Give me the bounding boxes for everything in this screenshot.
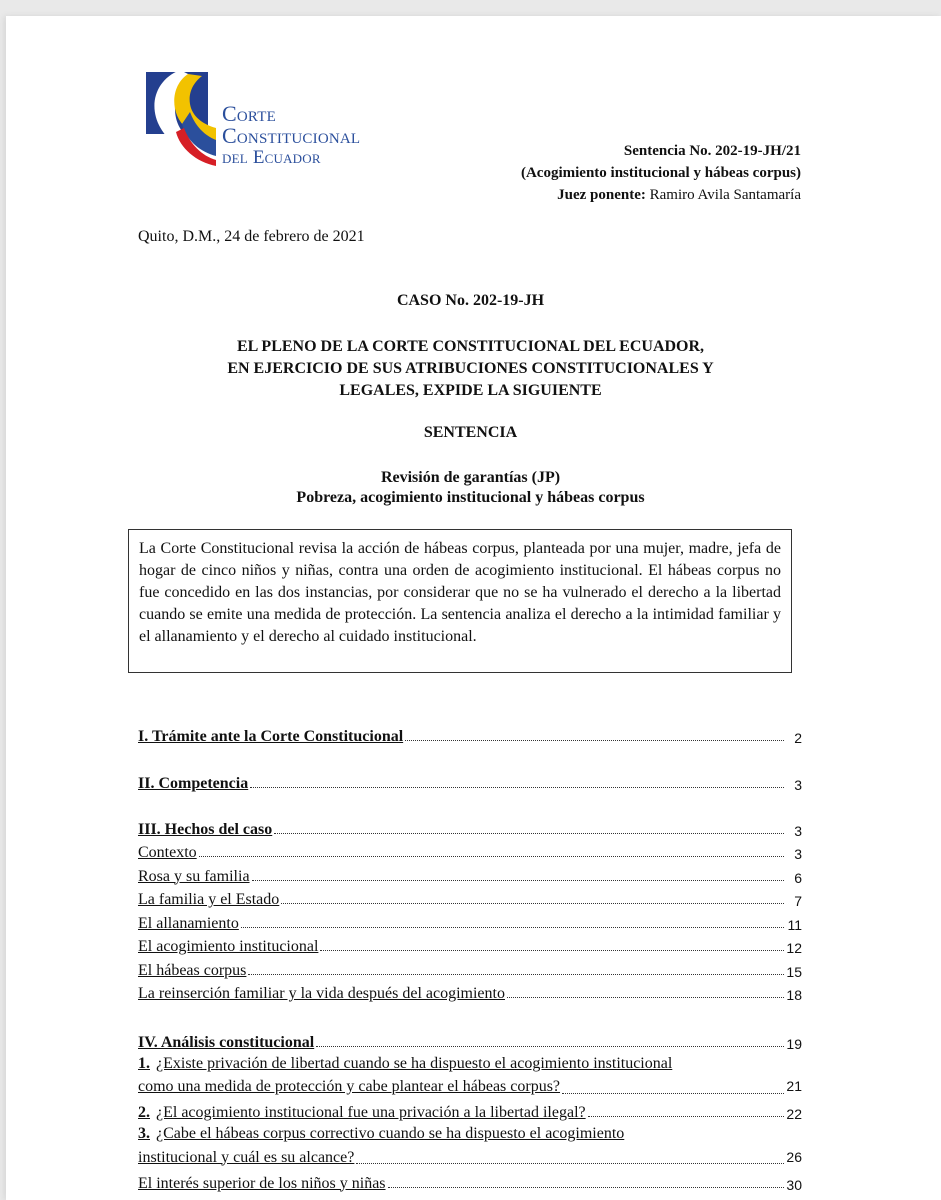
revision-line-1: Revisión de garantías (JP) (380, 469, 561, 486)
toc-label-line-1[interactable]: ¿Existe privación de libertad cuando se ha dispuesto el acogimiento institucional (156, 1054, 673, 1072)
toc-item-familia-estado[interactable] (138, 886, 802, 910)
toc-item-contexto[interactable] (138, 839, 802, 863)
toc-label[interactable]: El allanamiento (138, 914, 239, 932)
toc-item-question-1[interactable] (138, 1052, 802, 1099)
toc-item-analisis[interactable] (138, 1028, 802, 1052)
revision-line-2: Pobreza, acogimiento institucional y hábeas corpus (296, 489, 645, 506)
toc-label[interactable]: Rosa y su familia (138, 867, 250, 885)
toc-label[interactable]: IV. Análisis constitucional (138, 1033, 315, 1051)
logo-line-1: Corte (222, 101, 276, 126)
toc-leader (199, 856, 784, 857)
toc-page: 22 (786, 1106, 802, 1122)
toc-leader (252, 880, 784, 881)
revision-heading (0, 468, 941, 508)
toc-leader (281, 903, 784, 904)
toc-page: 3 (794, 822, 802, 839)
toc-leader (274, 833, 784, 834)
toc-page: 3 (794, 846, 802, 862)
toc-leader (316, 1046, 784, 1047)
pleno-heading (0, 336, 941, 402)
juez-label: Juez ponente: (557, 187, 646, 203)
toc-leader (241, 927, 784, 928)
logo-line-3: del Ecuador (222, 147, 321, 168)
toc-item-hechos[interactable] (138, 815, 802, 839)
toc-leader (250, 787, 784, 788)
sentencia-title: SENTENCIA (423, 424, 518, 441)
toc-page: 2 (794, 729, 802, 746)
toc-label[interactable]: La reinserción familiar y la vida después del acogimiento (138, 985, 505, 1002)
toc-item-question-2[interactable] (138, 1099, 802, 1123)
juez-name: Ramiro Avila Santamaría (649, 187, 801, 203)
pleno-line-1: EL PLENO DE LA CORTE CONSTITUCIONAL DEL ECUADOR, (236, 338, 705, 355)
toc-leader (248, 974, 784, 975)
logo-wordmark (222, 101, 361, 168)
pleno-line-2: EN EJERCICIO DE SUS ATRIBUCIONES CONSTITUCIONALES Y (227, 360, 714, 377)
toc-label[interactable]: III. Hechos del caso (138, 820, 273, 838)
toc-item-acogimiento[interactable] (138, 933, 802, 957)
toc-section-2[interactable] (138, 769, 802, 793)
toc-page: 30 (786, 1176, 802, 1193)
pleno-line-3: LEGALES, EXPIDE LA SIGUIENTE (339, 382, 602, 399)
toc-number: 2. (138, 1104, 150, 1121)
toc-page: 26 (786, 1148, 802, 1165)
toc-leader (562, 1093, 784, 1094)
toc-label-line-2[interactable]: institucional y cuál es su alcance? (138, 1148, 355, 1166)
toc-number: 3. (138, 1125, 150, 1142)
toc-page: 3 (794, 776, 802, 793)
toc-label[interactable]: El interés superior de los niños y niñas (138, 1174, 386, 1192)
toc-section-4 (138, 1028, 802, 1193)
toc-label[interactable]: Contexto (138, 844, 197, 861)
toc-label[interactable]: II. Competencia (138, 774, 249, 792)
toc-page: 11 (787, 916, 802, 933)
toc-page: 7 (794, 893, 802, 909)
sentencia-subtitle: (Acogimiento institucional y hábeas corpus) (520, 165, 801, 181)
case-header (521, 140, 801, 206)
toc-item-question-3[interactable] (138, 1122, 802, 1169)
toc-item-allanamiento[interactable] (138, 909, 802, 933)
toc-label-line-2[interactable]: como una medida de protección y cabe plantear el hábeas corpus? (138, 1078, 561, 1095)
toc-page: 6 (794, 869, 802, 886)
toc-leader (388, 1187, 784, 1188)
sentencia-number: Sentencia No. 202-19-JH/21 (623, 143, 801, 159)
logo-line-2: Constitucional (222, 123, 361, 148)
toc-label[interactable]: I. Trámite ante la Corte Constitucional (138, 727, 404, 745)
toc-leader (356, 1163, 784, 1164)
toc-label[interactable]: El acogimiento institucional (138, 938, 319, 955)
toc-section-3 (138, 815, 802, 1003)
toc-label-line-1[interactable]: ¿Cabe el hábeas corpus correctivo cuando se ha dispuesto el acogimiento (156, 1125, 625, 1142)
toc-label[interactable]: ¿El acogimiento institucional fue una privación a la libertad ilegal? (156, 1104, 586, 1121)
toc-section-1[interactable] (138, 722, 802, 746)
toc-item-rosa[interactable] (138, 862, 802, 886)
toc-page: 21 (786, 1078, 802, 1094)
toc-label[interactable]: El hábeas corpus (138, 961, 247, 979)
toc-leader (320, 950, 784, 951)
toc-item-reinsercion[interactable] (138, 980, 802, 1004)
toc-label[interactable]: La familia y el Estado (138, 891, 280, 908)
toc-page: 18 (786, 987, 802, 1003)
toc-leader (588, 1116, 784, 1117)
toc-leader (507, 997, 784, 998)
toc-leader (405, 740, 784, 741)
toc-number: 1. (138, 1054, 150, 1072)
toc-page: 19 (786, 1035, 802, 1052)
toc-item-interes-superior[interactable] (138, 1169, 802, 1193)
toc-item-habeas[interactable] (138, 956, 802, 980)
document-date: Quito, D.M., 24 de febrero de 2021 (138, 228, 365, 245)
summary-box: La Corte Constitucional revisa la acción de hábeas corpus, planteada por una mujer, madre, jefa de hogar de cinco niños y niñas, contra una orden de acogimiento institucional. El hábeas corpus no fue concedido en las dos instancias, por considerar que no se ha vulnerado el derecho a la libertad cuando se emite una medida de protección. La sentencia analiza el derecho a la intimidad familiar y el allanamiento y el derecho al cuidado institucional. (128, 529, 792, 673)
toc-page: 15 (786, 963, 802, 980)
toc-page: 12 (786, 940, 802, 956)
caso-number: CASO No. 202-19-JH (396, 292, 545, 309)
